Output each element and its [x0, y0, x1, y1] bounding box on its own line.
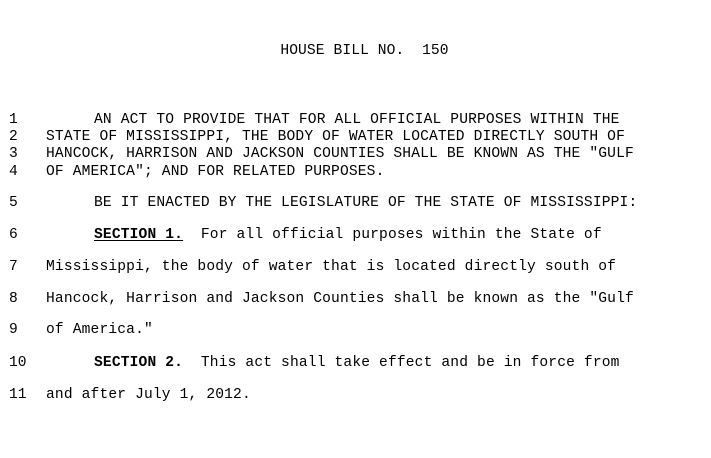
line-number: 4: [9, 164, 18, 180]
line-text: STATE OF MISSISSIPPI, THE BODY OF WATER LOCATED DIRECTLY SOUTH OF: [46, 129, 625, 145]
line-number: 5: [9, 195, 18, 211]
bill-line: [0, 111, 711, 129]
bill-line: [0, 145, 711, 163]
line-text: Mississippi, the body of water that is located directly south of: [46, 259, 617, 275]
line-text: of America.": [46, 322, 153, 338]
line-number: 11: [9, 387, 27, 403]
line-text: [94, 354, 620, 372]
section-heading: SECTION 2.: [94, 355, 184, 371]
line-text: AN ACT TO PROVIDE THAT FOR ALL OFFICIAL PURPOSES WITHIN THE: [94, 112, 620, 128]
bill-line: [0, 321, 711, 339]
section-body: This act shall take effect and be in force from: [183, 355, 620, 371]
line-number: 7: [9, 259, 18, 275]
line-number: 6: [9, 227, 18, 243]
bill-title: HOUSE BILL NO. 150: [280, 43, 449, 59]
bill-line: [0, 386, 711, 404]
line-text: Hancock, Harrison and Jackson Counties shall be known as the "Gulf: [46, 291, 634, 307]
line-number: 1: [9, 112, 18, 128]
bill-line: [0, 194, 711, 212]
bill-line: [0, 354, 711, 372]
line-number: 2: [9, 129, 18, 145]
line-text: and after July 1, 2012.: [46, 387, 251, 403]
line-number: 3: [9, 146, 18, 162]
bill-line: [0, 290, 711, 308]
line-text: [94, 226, 602, 244]
bill-line: [0, 128, 711, 146]
section-body: For all official purposes within the State of: [183, 227, 602, 243]
line-number: 9: [9, 322, 18, 338]
bill-line: [0, 163, 711, 181]
line-number: 10: [9, 355, 27, 371]
line-number: 8: [9, 291, 18, 307]
line-text: OF AMERICA"; AND FOR RELATED PURPOSES.: [46, 164, 385, 180]
line-text: HANCOCK, HARRISON AND JACKSON COUNTIES SHALL BE KNOWN AS THE "GULF: [46, 146, 634, 162]
section-heading: SECTION 1.: [94, 227, 184, 243]
bill-line: [0, 226, 711, 244]
line-text: BE IT ENACTED BY THE LEGISLATURE OF THE STATE OF MISSISSIPPI:: [94, 195, 638, 211]
bill-line: [0, 258, 711, 276]
